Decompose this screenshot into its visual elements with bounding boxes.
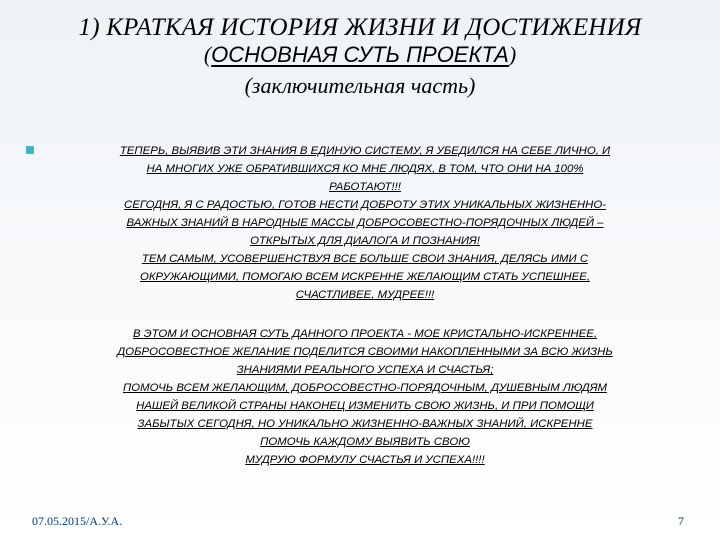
body-line: ОКРУЖАЮЩИМИ, ПОМОГАЮ ВСЕМ ИСКРЕННЕ ЖЕЛАЮЩИМ СТАТЬ УСПЕШНЕЕ, — [139, 271, 590, 283]
body-line: СЕГОДНЯ, Я С РАДОСТЬЮ, ГОТОВ НЕСТИ ДОБРОТУ ЭТИХ УНИКАЛЬНЫХ ЖИЗНЕННО- — [124, 199, 606, 211]
slide-title-line2 — [0, 42, 720, 68]
body-line: РАБОТАЮТ!!! — [329, 181, 401, 193]
body-line: ВАЖНЫХ ЗНАНИЙ В НАРОДНЫЕ МАССЫ ДОБРОСОВЕСТНО-ПОРЯДОЧНЫХ ЛЮДЕЙ – — [126, 217, 604, 229]
slide-title-line1: 1) КРАТКАЯ ИСТОРИЯ ЖИЗНИ И ДОСТИЖЕНИЯ — [78, 14, 642, 41]
body-line: ОТКРЫТЫХ ДЛЯ ДИАЛОГА И ПОЗНАНИЯ! — [250, 235, 480, 247]
body-line: ПОМОЧЬ ВСЕМ ЖЕЛАЮЩИМ, ДОБРОСОВЕСТНО-ПОРЯДОЧНЫМ, ДУШЕВНЫМ ЛЮДЯМ — [122, 382, 608, 394]
body-line: НА МНОГИХ УЖЕ ОБРАТИВШИХСЯ КО МНЕ ЛЮДЯХ, В ТОМ, ЧТО ОНИ НА 100% — [146, 163, 584, 175]
title-paren-open: ( — [203, 42, 212, 67]
body-line: ТЕМ САМЫМ, УСОВЕРШЕНСТВУЯ ВСЕ БОЛЬШЕ СВОИ ЗНАНИЯ, ДЕЛЯСЬ ИМИ С — [141, 253, 589, 265]
footer-date-author: 07.05.2015/А.У.А. — [32, 514, 123, 528]
body-line: ТЕПЕРЬ, ВЫЯВИВ ЭТИ ЗНАНИЯ В ЕДИНУЮ СИСТЕМУ, Я УБЕДИЛСЯ НА СЕБЕ ЛИЧНО, И — [119, 145, 611, 157]
body-line: МУДРУЮ ФОРМУЛУ СЧАСТЬЯ И УСПЕХА!!!! — [245, 454, 485, 466]
slide-subtitle: (заключительная часть) — [244, 73, 476, 98]
body-line: ЗНАНИЯМИ РЕАЛЬНОГО УСПЕХА И СЧАСТЬЯ; — [236, 364, 494, 376]
title-core: ОСНОВНАЯ СУТЬ ПРОЕКТА — [211, 42, 509, 67]
body-line: НАШЕЙ ВЕЛИКОЙ СТРАНЫ НАКОНЕЦ ИЗМЕНИТЬ СВОЮ ЖИЗНЬ, И ПРИ ПОМОЩИ — [136, 400, 594, 412]
body-line: ЗАБЫТЫХ СЕГОДНЯ, НО УНИКАЛЬНО ЖИЗНЕННО-ВАЖНЫХ ЗНАНИЙ, ИСКРЕННЕ — [137, 418, 593, 430]
body-line: В ЭТОМ И ОСНОВНАЯ СУТЬ ДАННОГО ПРОЕКТА - МОЕ КРИСТАЛЬНО-ИСКРЕННЕЕ, — [132, 328, 597, 340]
page-number: 7 — [678, 514, 684, 528]
title-paren-close: ) — [508, 42, 517, 67]
body-line: СЧАСТЛИВЕЕ, МУДРЕЕ!!! — [295, 289, 435, 301]
body-line: ПОМОЧЬ КАЖДОМУ ВЫЯВИТЬ СВОЮ — [260, 436, 470, 448]
body-line: ДОБРОСОВЕСТНОЕ ЖЕЛАНИЕ ПОДЕЛИТСЯ СВОИМИ НАКОПЛЕННЫМИ ЗА ВСЮ ЖИЗНЬ — [117, 346, 613, 358]
